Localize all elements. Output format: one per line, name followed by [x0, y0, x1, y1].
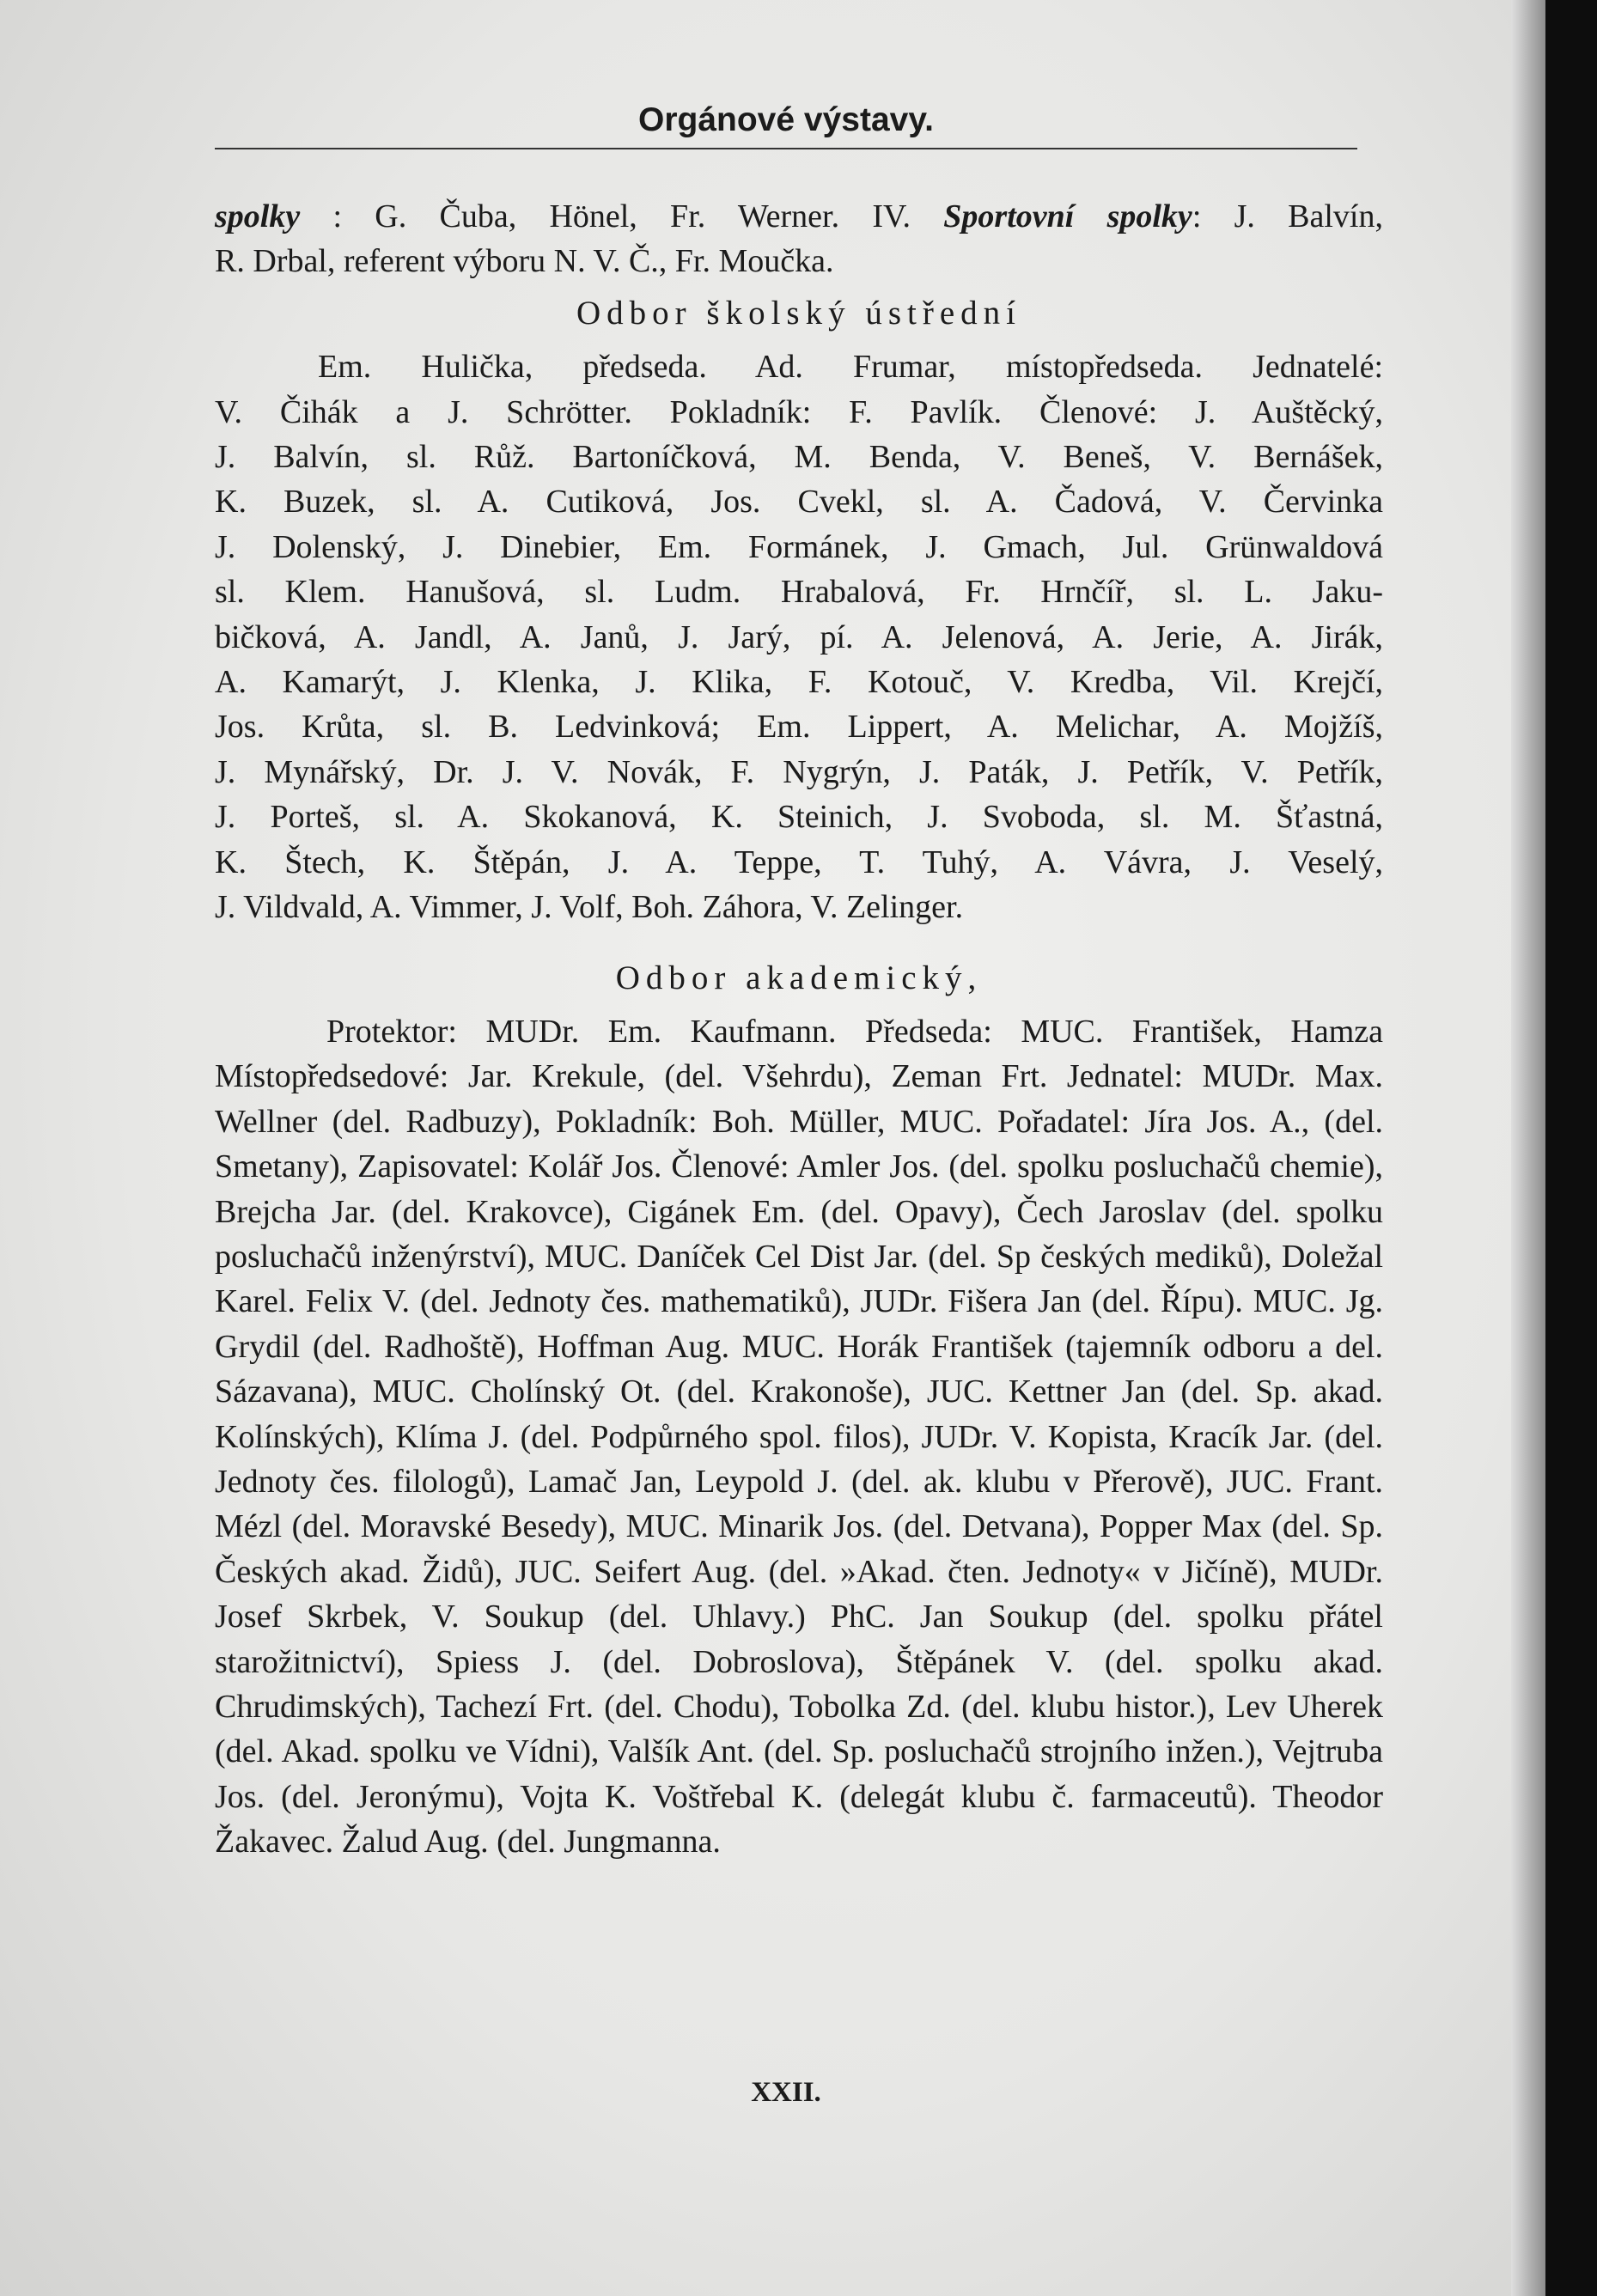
section2-line: bičková, A. Jandl, A. Janů, J. Jarý, pí. A. Jelenová, A. Jerie, A. Jirák,	[215, 618, 1383, 655]
scan-background	[1545, 0, 1597, 2296]
intro-sport-label: Sportovní spolky	[943, 198, 1192, 234]
section2-line-last: J. Vildvald, A. Vimmer, J. Volf, Boh. Záhora, V. Zelinger.	[215, 889, 964, 926]
intro-spolky: spolky	[215, 198, 301, 234]
body-text	[215, 194, 1383, 1865]
section2-member-list	[215, 344, 1383, 929]
section2-line: sl. Klem. Hanušová, sl. Ludm. Hrabalová, Fr. Hrnčíř, sl. L. Jaku-	[215, 574, 1383, 611]
intro-sport-names: : J. Balvín,	[1192, 198, 1383, 234]
page-number: XXII.	[751, 2077, 821, 2108]
section1-line1	[215, 194, 1383, 239]
running-head: Orgánové výstavy.	[638, 101, 934, 138]
section2-line: Jos. Krůta, sl. B. Ledvinková; Em. Lippert, A. Melichar, A. Mojžíš,	[215, 709, 1383, 746]
section2-line: Em. Hulička, předseda. Ad. Frumar, místopředseda. Jednatelé:	[318, 349, 1383, 386]
section2-line: V. Čihák a J. Schrötter. Pokladník: F. Pavlík. Členové: J. Auštěcký,	[215, 393, 1383, 430]
section1-line2: R. Drbal, referent výboru N. V. Č., Fr. Moučka.	[215, 243, 834, 280]
section2-line: K. Štech, K. Štěpán, J. A. Teppe, T. Tuhý, A. Vávra, J. Veselý,	[215, 843, 1383, 880]
section2-line: K. Buzek, sl. A. Cutiková, Jos. Cvekl, sl. A. Čadová, V. Červinka	[215, 484, 1383, 521]
section2-line: J. Balvín, sl. Růž. Bartoníčková, M. Benda, V. Beneš, V. Bernášek,	[215, 439, 1383, 476]
heading-odbor-skolsky: Odbor školský ústřední	[576, 294, 1021, 332]
section2-line: J. Mynářský, Dr. J. V. Novák, F. Nygrýn, J. Paták, J. Petřík, V. Petřík,	[215, 753, 1383, 790]
section2-line: A. Kamarýt, J. Klenka, J. Klika, F. Kotouč, V. Kredba, Vil. Krejčí,	[215, 664, 1383, 701]
section2-line: J. Porteš, sl. A. Skokanová, K. Steinich, J. Svoboda, sl. M. Šťastná,	[215, 799, 1383, 836]
scan-page-edge	[1511, 0, 1545, 2296]
heading-odbor-akademicky: Odbor akademický,	[615, 959, 983, 996]
section2-line: J. Dolenský, J. Dinebier, Em. Formánek, J. Gmach, Jul. Grünwaldová	[215, 528, 1383, 565]
header-rule	[215, 148, 1357, 149]
section3-paragraph: Protektor: MUDr. Em. Kaufmann. Předseda: MUC. František, Hamza Místopředsedové: Jar. Krekule, (del. Všehrdu), Zeman Frt. Jednatel: MUDr. Max. Wellner (del. Radbuzy), Pokladník: Boh. Müller, MUC. Pořadatel: Jíra Jos. A., (del. Smetany), Zapisovatel: Kolář Jos. Členové: Amler Jos. (del. spolku posluchačů chemie), Brejcha Jar. (del. Krakovce), Cigánek Em. (del. Opavy), Čech Jaroslav (del. spolku posluchačů inženýrství), MUC. Daníček Cel Dist Jar. (del. Sp českých mediků), Doležal Karel. Felix V. (del. Jednoty čes. mathematiků), JUDr. Fišera Jan (del. Řípu). MUC. Jg. Grydil (del. Radhoště), Hoffman Aug. MUC. Horák František (tajemník odboru a del. Sázavana), MUC. Cholínský Ot. (del. Krakonoše), JUC. Kettner Jan (del. Sp. akad. Kolínských), Klíma J. (del. Podpůrného spol. filos), JUDr. V. Kopista, Kracík Jar. (del. Jednoty čes. filologů), Lamač Jan, Leypold J. (del. ak. klubu v Přerově), JUC. Frant. Mézl (del. Moravské Besedy), MUC. Minarik Jos. (del. Detvana), Popper Max (del. Sp. Českých akad. Židů), JUC. Seifert Aug. (del. »Akad. čten. Jednoty« v Jičíně), MUDr. Josef Skrbek, V. Soukup (del. Uhlavy.) PhC. Jan Soukup (del. spolku přátel starožitnictví), Spiess J. (del. Dobroslova), Štěpánek V. (del. spolku akad. Chrudimských), Tachezí Frt. (del. Chodu), Tobolka Zd. (del. klubu histor.), Lev Uherek (del. Akad. spolku ve Vídni), Valšík Ant. (del. Sp. posluchačů strojního inžen.), Vejtruba Jos. (del. Jeronýmu), Vojta K. Voštřebal K. (delegát klubu č. farmaceutů). Theodor Žakavec. Žalud Aug. (del. Jungmanna.	[215, 1013, 1383, 1861]
intro-names: : G. Čuba, Hönel, Fr. Werner. IV.	[300, 198, 944, 234]
